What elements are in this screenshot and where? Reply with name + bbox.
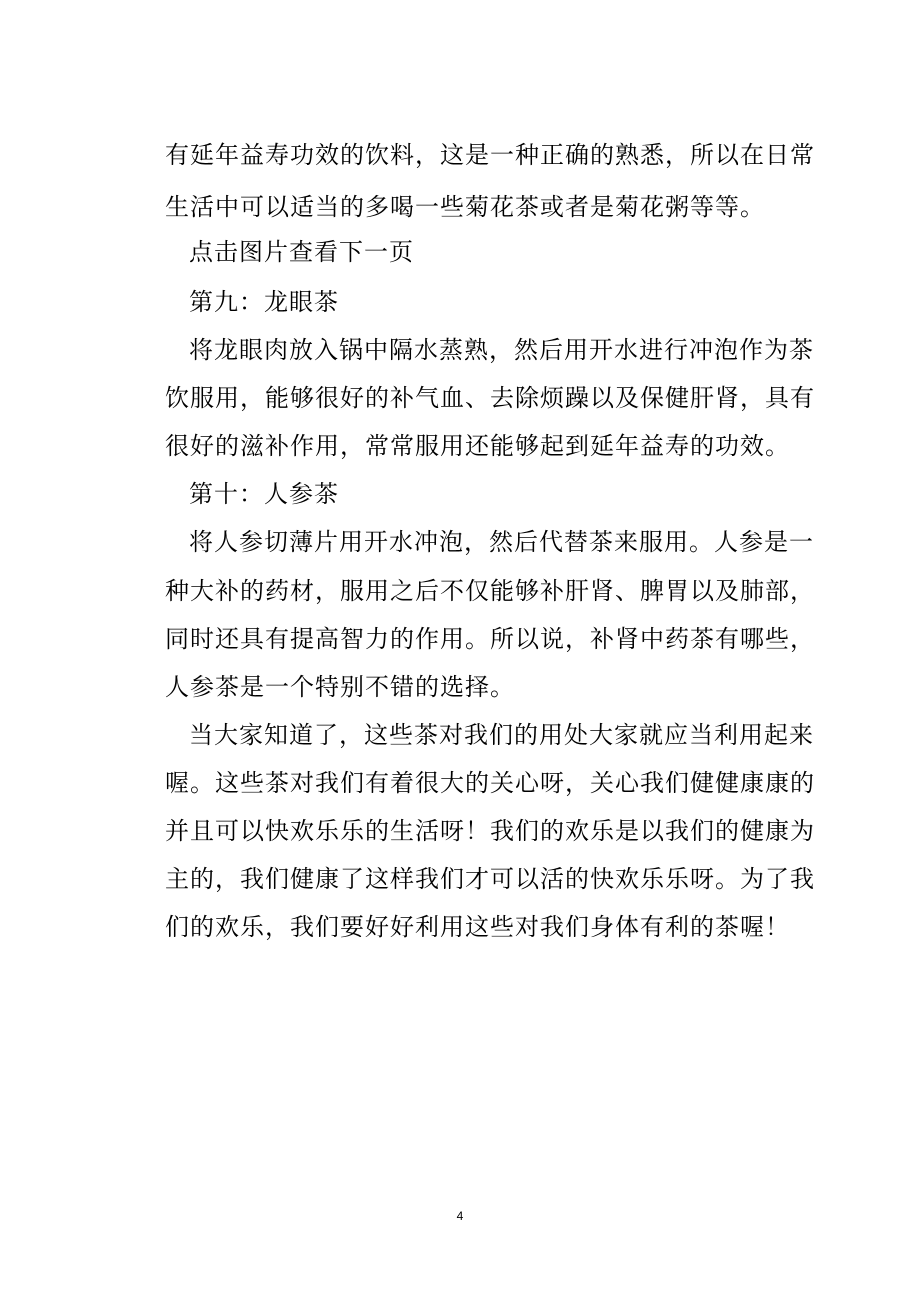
paragraph-line: 将龙眼肉放入锅中隔水蒸熟，然后用开水进行冲泡作为茶	[189, 336, 814, 364]
paragraph-line: 们的欢乐，我们要好好利用这些对我们身体有利的茶喔！	[165, 913, 790, 941]
paragraph-line: 主的，我们健康了这样我们才可以活的快欢乐乐呀。为了我	[165, 865, 815, 893]
paragraph-line: 当大家知道了，这些茶对我们的用处大家就应当利用起来	[189, 721, 814, 749]
page-number: 4	[456, 1209, 464, 1223]
paragraph-line: 人参茶是一个特别不错的选择。	[165, 673, 515, 701]
paragraph-line: 有延年益寿功效的饮料，这是一种正确的熟悉，所以在日常	[165, 141, 815, 169]
paragraph-line: 饮服用，能够很好的补气血、去除烦躁以及保健肝肾，具有	[165, 384, 815, 412]
paragraph-line: 并且可以快欢乐乐的生活呀！我们的欢乐是以我们的健康为	[165, 817, 815, 845]
section-heading-longan-tea: 第九：龙眼茶	[189, 288, 339, 316]
paragraph-line: 将人参切薄片用开水冲泡，然后代替茶来服用。人参是一	[189, 528, 814, 556]
paragraph-line: 喔。这些茶对我们有着很大的关心呀，关心我们健健康康的	[165, 769, 815, 797]
section-heading-ginseng-tea: 第十：人参茶	[189, 480, 339, 508]
paragraph-line: 种大补的药材，服用之后不仅能够补肝肾、脾胃以及肺部，	[165, 577, 815, 605]
paragraph-line: 同时还具有提高智力的作用。所以说，补肾中药茶有哪些，	[165, 625, 815, 653]
image-caption: 点击图片查看下一页	[189, 238, 414, 266]
paragraph-line: 很好的滋补作用，常常服用还能够起到延年益寿的功效。	[165, 432, 790, 460]
paragraph-line: 生活中可以适当的多喝一些菊花茶或者是菊花粥等等。	[165, 193, 765, 221]
